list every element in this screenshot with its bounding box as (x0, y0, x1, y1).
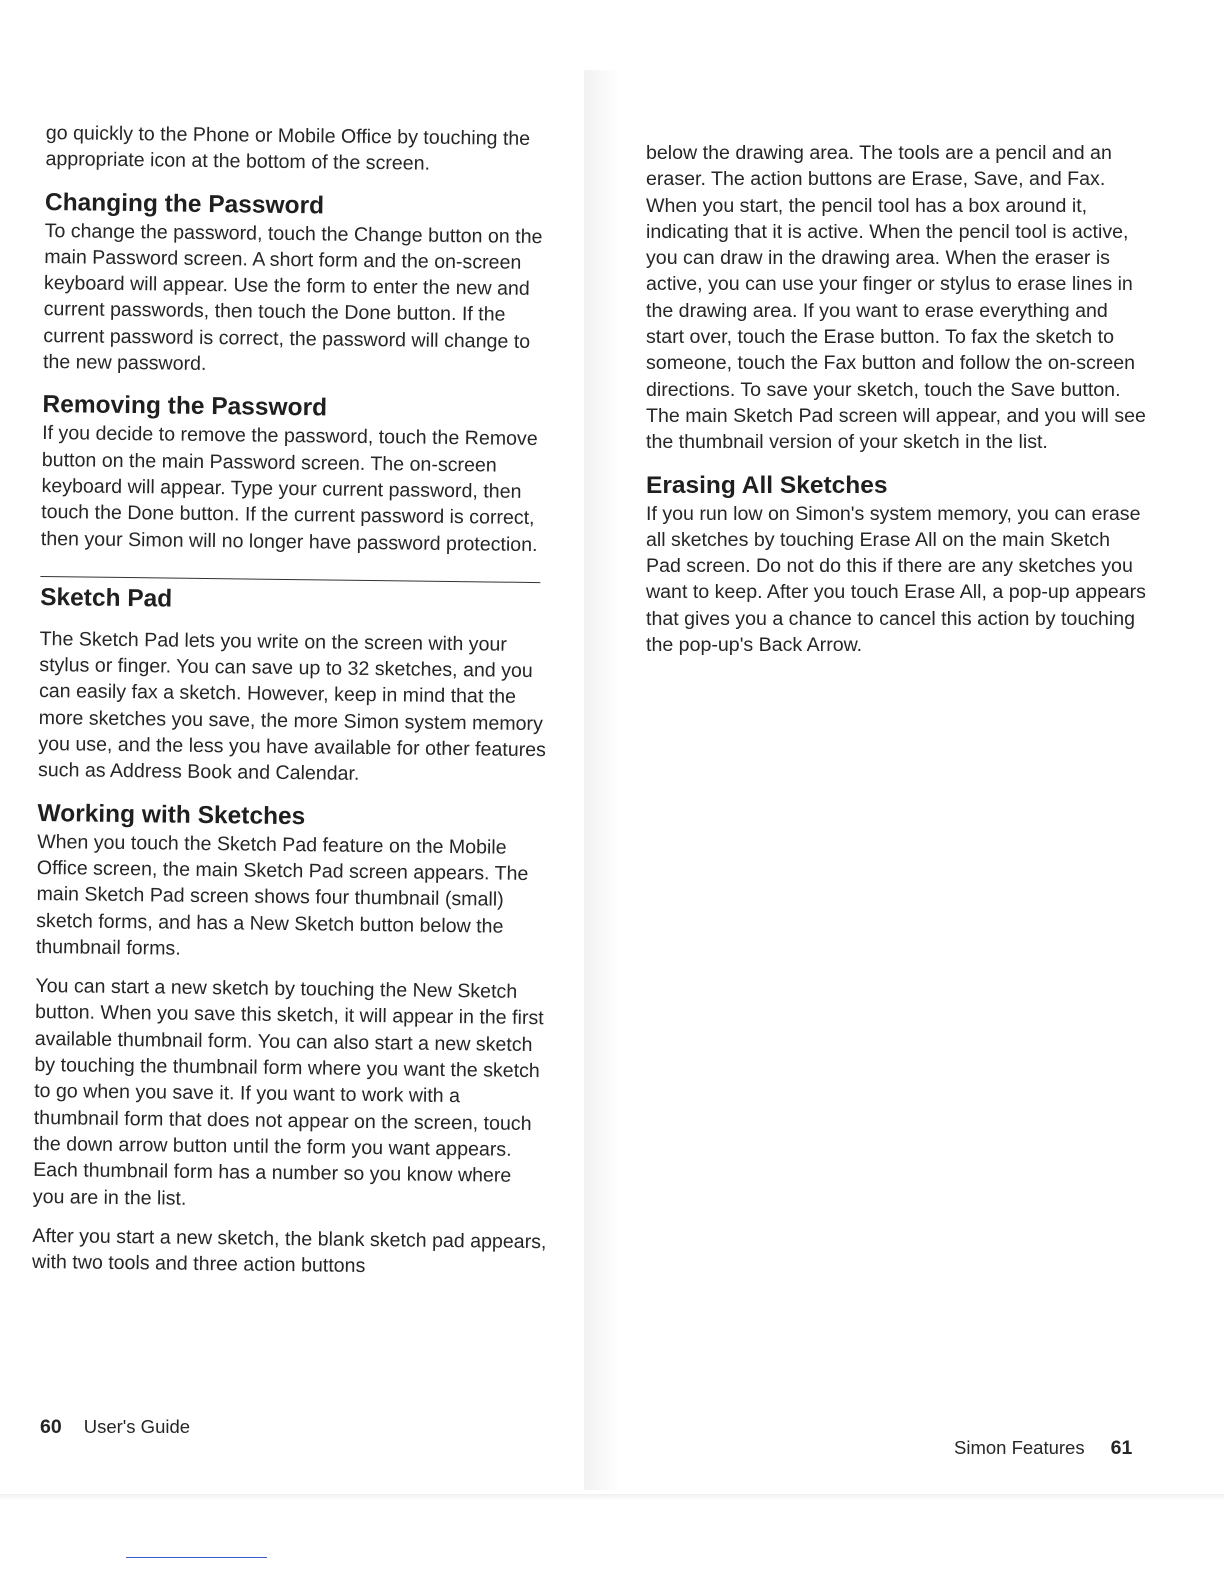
scan-underline-mark (126, 1557, 267, 1558)
sketch-pad-body: The Sketch Pad lets you write on the screen with your stylus or finger. You can save up to 32 sketches, and you can easily fax a sketch. However, keep in mind that the more sketches you save, the more Simon system memory you use, and the less you have available for other features such as Address Book and Calendar. (37, 627, 547, 786)
section-divider (40, 576, 540, 583)
left-page-column (32, 120, 561, 1282)
erasing-all-sketches-heading: Erasing All Sketches (646, 471, 888, 499)
continuation-paragraph: below the drawing area. The tools are a pencil and an eraser. The action buttons are Erase, Save, and Fax. When you start, the pencil tool has a box around it, indicating that it is active. When the pencil tool is active, you can draw in the drawing area. When the eraser is active, you can use your finger or stylus to erase lines in the drawing area. If you want to erase everything and start over, touch the Erase button. To fax the sketch to someone, touch the Fax button and follow the on-screen directions. To save your sketch, touch the Save button. The main Sketch Pad screen will appear, and you will see the thumbnail version of your sketch in the list. (646, 142, 1146, 454)
right-page-footer (954, 1437, 1132, 1460)
changing-password-body: To change the password, touch the Change button on the main Password screen. A short form and the on-screen keyboard will appear. Use the form to enter the new and current passwords, then touch the Done button. If the current password is correct, the password will change to the new password. (42, 219, 543, 376)
right-page (612, 0, 1224, 1584)
left-running-title: User's Guide (83, 1416, 191, 1437)
left-page-number: 60 (40, 1416, 62, 1438)
left-page (0, 0, 584, 1584)
intro-paragraph: go quickly to the Phone or Mobile Office by touching the appropriate icon at the bottom of the screen. (45, 121, 531, 175)
working-with-sketches-paragraph-2: You can start a new sketch by touching the New Sketch button. When you save this sketch, it will appear in the first available thumbnail form. You can also start a new sketch by touching the thumbnail form where you want the sketch to go when you save it. If you want to work with a thumbnail form that does not appear on the screen, touch the down arrow button until the form you want appears. Each thumbnail form has a number so you know where you are in the list. (32, 975, 544, 1210)
erasing-all-sketches-body: If you run low on Simon's system memory, you can erase all sketches by touching Erase All on the main Sketch Pad screen. Do not do this if there are any sketches you want to keep. After you touch Erase All, a pop-up appears that gives you a chance to cancel this action by touching the pop-up's Back Arrow. (646, 502, 1146, 657)
right-page-column (646, 140, 1146, 658)
right-running-title: Simon Features (954, 1437, 1085, 1458)
removing-password-heading: Removing the Password (42, 391, 328, 422)
left-page-footer (40, 1416, 190, 1439)
sketch-pad-heading: Sketch Pad (40, 583, 173, 613)
working-with-sketches-paragraph-1: When you touch the Sketch Pad feature on the Mobile Office screen, the main Sketch Pad screen appears. The main Sketch Pad screen shows four thumbnail (small) sketch forms, and has a New Sketch button below the thumbnail forms. (35, 830, 529, 960)
working-with-sketches-heading: Working with Sketches (37, 799, 306, 830)
right-page-number: 61 (1110, 1437, 1133, 1459)
changing-password-heading: Changing the Password (44, 188, 325, 219)
working-with-sketches-paragraph-3: After you start a new sketch, the blank sketch pad appears, with two tools and three action buttons (31, 1224, 547, 1278)
removing-password-body: If you decide to remove the password, touch the Remove button on the main Password screen. The on-screen keyboard will appear. Type your current password, then touch the Done button. If the current password is correct, then your Simon will no longer have password protection. (40, 422, 538, 556)
